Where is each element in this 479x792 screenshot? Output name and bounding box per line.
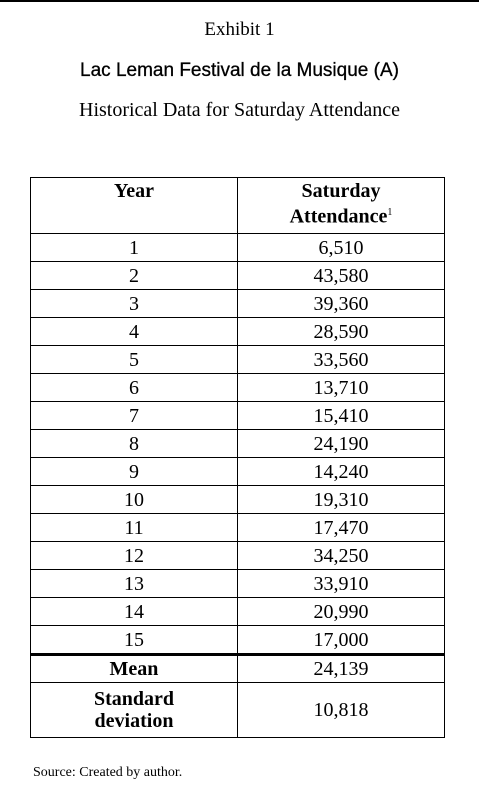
year-cell: 7 [31, 402, 238, 430]
table-row [31, 262, 445, 290]
table-row [31, 346, 445, 374]
table-row [31, 402, 445, 430]
table-row [31, 486, 445, 514]
year-cell: 9 [31, 458, 238, 486]
year-cell: 2 [31, 262, 238, 290]
table-row [31, 290, 445, 318]
year-cell: 14 [31, 598, 238, 626]
mean-label: Mean [31, 655, 238, 683]
year-cell: 11 [31, 514, 238, 542]
header-year: Year [31, 178, 238, 234]
attendance-cell: 43,580 [238, 262, 445, 290]
attendance-cell: 34,250 [238, 542, 445, 570]
source-note: Source: Created by author. [33, 765, 183, 780]
table-row [31, 374, 445, 402]
table-row [31, 430, 445, 458]
table-row [31, 626, 445, 655]
attendance-cell: 6,510 [238, 234, 445, 262]
table-row [31, 234, 445, 262]
std-dev-row [31, 683, 445, 738]
attendance-cell: 17,470 [238, 514, 445, 542]
year-cell: 13 [31, 570, 238, 598]
year-cell: 4 [31, 318, 238, 346]
std-dev-value: 10,818 [238, 683, 445, 738]
year-cell: 3 [31, 290, 238, 318]
attendance-cell: 19,310 [238, 486, 445, 514]
table-row [31, 542, 445, 570]
attendance-cell: 39,360 [238, 290, 445, 318]
table-header-row [31, 178, 445, 234]
top-rule [0, 0, 479, 2]
attendance-cell: 33,560 [238, 346, 445, 374]
attendance-cell: 20,990 [238, 598, 445, 626]
attendance-cell: 28,590 [238, 318, 445, 346]
attendance-cell: 15,410 [238, 402, 445, 430]
attendance-cell: 33,910 [238, 570, 445, 598]
table-row [31, 458, 445, 486]
table-row [31, 318, 445, 346]
exhibit-label: Exhibit 1 [204, 19, 275, 40]
table-row [31, 598, 445, 626]
year-cell: 12 [31, 542, 238, 570]
document-title: Lac Leman Festival de la Musique (A) [80, 60, 399, 81]
attendance-table [30, 177, 445, 738]
table-row [31, 514, 445, 542]
attendance-cell: 24,190 [238, 430, 445, 458]
year-cell: 10 [31, 486, 238, 514]
year-cell: 6 [31, 374, 238, 402]
mean-row [31, 655, 445, 683]
footnote-marker: 1 [387, 207, 393, 218]
year-cell: 5 [31, 346, 238, 374]
attendance-cell: 13,710 [238, 374, 445, 402]
attendance-cell: 17,000 [238, 626, 445, 655]
table-row [31, 570, 445, 598]
std-dev-label: Standard deviation [31, 683, 238, 738]
year-cell: 1 [31, 234, 238, 262]
header-attendance: Saturday Attendance$^1$ [238, 178, 445, 234]
attendance-cell: 14,240 [238, 458, 445, 486]
mean-value: 24,139 [238, 655, 445, 683]
document-subtitle: Historical Data for Saturday Attendance [79, 99, 400, 121]
year-cell: 15 [31, 626, 238, 655]
year-cell: 8 [31, 430, 238, 458]
